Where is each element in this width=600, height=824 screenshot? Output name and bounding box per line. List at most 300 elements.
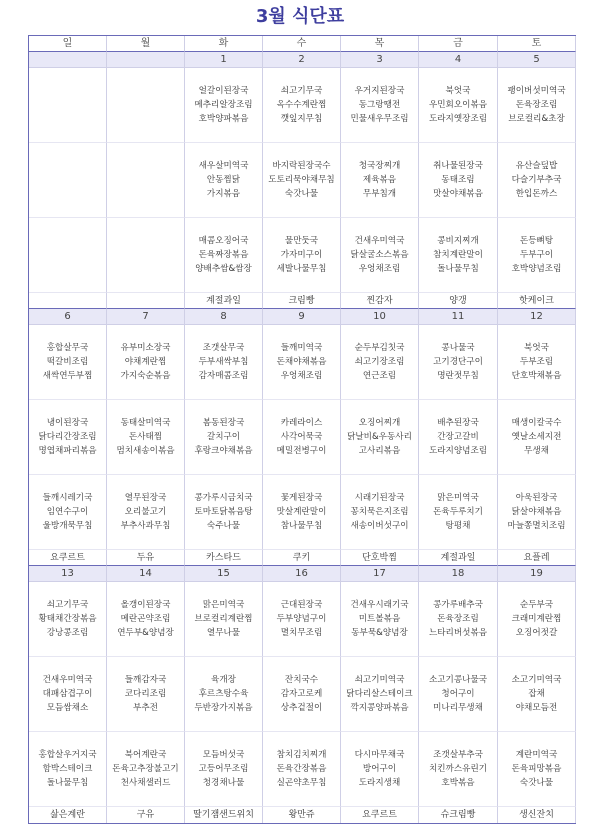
- menu-item: 메밀전병구이: [276, 446, 327, 456]
- dinner-row: [29, 732, 576, 807]
- menu-item: 가지볶음: [206, 189, 241, 199]
- menu-item: 도라지양념조림: [428, 446, 488, 456]
- menu-item: 고사리볶음: [358, 446, 401, 456]
- menu-item: 명란젓무침: [437, 371, 479, 381]
- date-cell: 3: [341, 52, 419, 68]
- lunch-cell: [107, 657, 185, 732]
- date-cell: 11: [419, 309, 498, 325]
- date-cell: 9: [263, 309, 341, 325]
- date-cell: 18: [419, 566, 498, 582]
- menu-item: 맛살계란말이: [276, 507, 327, 517]
- menu-item: 느타리버섯볶음: [428, 628, 488, 638]
- menu-item: 청국장찌개: [358, 161, 401, 171]
- menu-item: 유산슬덮밥: [515, 161, 558, 171]
- breakfast-cell: [185, 582, 263, 657]
- breakfast-cell: [263, 68, 341, 143]
- menu-item: 깍지콩양파볶음: [350, 703, 409, 713]
- menu-item: 돈육장조림: [515, 100, 558, 110]
- lunch-cell: [341, 657, 419, 732]
- menu-item: 돈육장조림: [437, 614, 479, 624]
- menu-item: 미트볼볶음: [358, 614, 401, 624]
- menu-item: 감자고로케: [280, 689, 323, 699]
- menu-item: 두부새싹부침: [198, 357, 249, 367]
- breakfast-cell: [498, 325, 576, 400]
- menu-item: 마늘쫑멸치조림: [507, 521, 566, 531]
- menu-item: 열무나물: [206, 628, 241, 638]
- menu-item: 콩비지찌개: [437, 236, 479, 246]
- dinner-cell: [498, 475, 576, 550]
- dinner-cell: [419, 475, 498, 550]
- date-cell: 16: [263, 566, 341, 582]
- menu-item: 멈치새송이볶음: [116, 446, 175, 456]
- dinner-row: [29, 218, 576, 293]
- menu-item: 홍합살무국: [46, 343, 89, 353]
- menu-item: 새싹연두부찜: [42, 371, 93, 381]
- snack-row: [29, 293, 576, 309]
- menu-item: 잔치국수: [284, 675, 319, 685]
- menu-item: 콩가루배추국: [433, 600, 483, 610]
- menu-item: 다시마무채국: [354, 750, 405, 760]
- menu-item: 물만둣국: [284, 236, 319, 246]
- dinner-cell: [341, 732, 419, 807]
- menu-item: 동태살미역국: [120, 418, 171, 428]
- menu-item: 메란곤약조림: [120, 614, 171, 624]
- snack-cell: 생신잔치: [498, 807, 576, 823]
- menu-item: 얼갈이된장국: [198, 86, 249, 96]
- breakfast-cell: [185, 325, 263, 400]
- snack-cell: 카스타드: [185, 550, 263, 566]
- menu-item: 후랑크야채볶음: [194, 446, 253, 456]
- weekday-header: 토: [498, 36, 576, 52]
- menu-item: 야채계란찜: [124, 357, 167, 367]
- menu-item: 닭살굴소스볶음: [350, 250, 409, 260]
- dinner-cell: [107, 732, 185, 807]
- snack-row: [29, 807, 576, 823]
- menu-item: 크래미계란찜: [511, 614, 562, 624]
- menu-item: 간장고갈비: [437, 432, 479, 442]
- menu-item: 우엉채조림: [358, 264, 401, 274]
- lunch-cell: [263, 400, 341, 475]
- menu-item: 북엇국: [524, 343, 549, 353]
- dinner-cell: [341, 475, 419, 550]
- date-row: [29, 309, 576, 325]
- lunch-cell: [107, 400, 185, 475]
- breakfast-cell: [29, 325, 107, 400]
- dinner-cell: [185, 475, 263, 550]
- menu-item: 한입돈까스: [515, 189, 558, 199]
- menu-item: 무생채: [524, 446, 549, 456]
- menu-item: 참치계란말이: [433, 250, 483, 260]
- snack-cell: 요플레: [498, 550, 576, 566]
- lunch-row: [29, 400, 576, 475]
- menu-item: 토마토닭볶음탕: [194, 507, 253, 517]
- menu-item: 육개장: [211, 675, 236, 685]
- lunch-cell: [341, 143, 419, 218]
- menu-item: 돈등뼈탕: [519, 236, 554, 246]
- dinner-cell: [263, 218, 341, 293]
- breakfast-row: [29, 325, 576, 400]
- menu-item: 세발나물무침: [276, 264, 327, 274]
- menu-item: 오리불고기: [124, 507, 167, 517]
- menu-item: 연두부&양념장: [117, 628, 174, 638]
- menu-item: 새송이버섯구이: [350, 521, 409, 531]
- menu-item: 카레라이스: [280, 418, 323, 428]
- menu-item: 천사채샐러드: [120, 778, 171, 788]
- menu-item: 바지락된장국수: [272, 161, 331, 171]
- menu-item: 임연수구이: [46, 507, 89, 517]
- menu-item: 북엇국: [445, 86, 471, 96]
- date-cell: 8: [185, 309, 263, 325]
- menu-item: 쇠고기미역국: [354, 675, 405, 685]
- menu-item: 닭날비&우동사리: [347, 432, 412, 442]
- menu-item: 호박볶음: [441, 778, 475, 788]
- date-cell: 15: [185, 566, 263, 582]
- breakfast-cell: [185, 68, 263, 143]
- lunch-cell: [498, 143, 576, 218]
- menu-item: 우민회오이볶음: [428, 100, 488, 110]
- lunch-cell: [185, 400, 263, 475]
- weekday-header: 화: [185, 36, 263, 52]
- menu-item: 맛살야채볶음: [433, 189, 483, 199]
- menu-item: 잡채: [528, 689, 545, 699]
- dinner-cell: [263, 475, 341, 550]
- menu-item: 오징어찌개: [358, 418, 401, 428]
- date-cell: 14: [107, 566, 185, 582]
- date-row: [29, 566, 576, 582]
- menu-item: 돈채야채볶음: [276, 357, 327, 367]
- menu-item: 들깨감자국: [124, 675, 167, 685]
- snack-cell: 요쿠르트: [341, 807, 419, 823]
- lunch-row: [29, 143, 576, 218]
- breakfast-cell: [419, 68, 498, 143]
- menu-item: 안동찜닭: [206, 175, 241, 185]
- menu-item: 닭다리간장조림: [38, 432, 97, 442]
- menu-item: 무부침개: [362, 189, 397, 199]
- menu-item: 야채모듬전: [515, 703, 558, 713]
- breakfast-cell: [29, 68, 107, 143]
- lunch-row: [29, 657, 576, 732]
- menu-item: 근대된장국: [280, 600, 323, 610]
- dinner-cell: [263, 732, 341, 807]
- breakfast-cell: [29, 582, 107, 657]
- date-cell: 4: [419, 52, 498, 68]
- dinner-cell: [107, 475, 185, 550]
- menu-item: 함박스테이크: [42, 764, 93, 774]
- snack-cell: 핫케이크: [498, 293, 576, 309]
- breakfast-cell: [419, 582, 498, 657]
- menu-item: 맑은미역국: [202, 600, 245, 610]
- menu-item: 들깨미역국: [280, 343, 323, 353]
- date-cell: 1: [185, 52, 263, 68]
- menu-item: 실곤약초무침: [276, 778, 327, 788]
- menu-item: 건새우미역국: [42, 675, 93, 685]
- menu-item: 콩가루시금치국: [194, 493, 253, 503]
- menu-item: 방어구이: [362, 764, 397, 774]
- menu-item: 돈육고추장불고기: [112, 764, 179, 774]
- menu-item: 후르츠탕수육: [198, 689, 249, 699]
- dinner-cell: [419, 218, 498, 293]
- date-cell: 19: [498, 566, 576, 582]
- lunch-cell: [498, 657, 576, 732]
- menu-item: 취나물된장국: [433, 161, 483, 171]
- menu-item: 떡갈비조림: [46, 357, 89, 367]
- menu-item: 도라지생채: [358, 778, 401, 788]
- date-cell: 5: [498, 52, 576, 68]
- menu-item: 감자매콤조림: [198, 371, 249, 381]
- date-cell: 10: [341, 309, 419, 325]
- menu-item: 고등어무조림: [198, 764, 249, 774]
- date-cell: 6: [29, 309, 107, 325]
- menu-item: 깻잎지무침: [280, 114, 323, 124]
- menu-item: 갈치구이: [206, 432, 241, 442]
- menu-item: 부추사과무침: [120, 521, 171, 531]
- menu-item: 북어계란국: [124, 750, 167, 760]
- snack-cell: 단호박찜: [341, 550, 419, 566]
- menu-item: 꽃게된장국: [280, 493, 323, 503]
- date-cell: [29, 52, 107, 68]
- lunch-cell: [29, 400, 107, 475]
- menu-item: 청어구이: [441, 689, 475, 699]
- breakfast-cell: [498, 582, 576, 657]
- snack-cell: 쿠키: [263, 550, 341, 566]
- menu-item: 대패삼겹구이: [42, 689, 93, 699]
- date-cell: 13: [29, 566, 107, 582]
- lunch-cell: [419, 657, 498, 732]
- menu-item: 호박양파볶음: [198, 114, 249, 124]
- dinner-cell: [341, 218, 419, 293]
- lunch-cell: [263, 143, 341, 218]
- breakfast-row: [29, 582, 576, 657]
- lunch-cell: [107, 143, 185, 218]
- menu-item: 호박양념조림: [511, 264, 562, 274]
- menu-item: 돈육간장볶음: [276, 764, 327, 774]
- breakfast-cell: [498, 68, 576, 143]
- lunch-cell: [29, 657, 107, 732]
- menu-item: 강낭콩조림: [46, 628, 89, 638]
- menu-item: 두부조림: [519, 357, 554, 367]
- menu-item: 옥수수계란찜: [276, 100, 327, 110]
- menu-item: 숙갓나물: [284, 189, 319, 199]
- menu-item: 두부구이: [519, 250, 554, 260]
- lunch-cell: [29, 143, 107, 218]
- menu-item: 돌나물무침: [437, 264, 479, 274]
- menu-item: 올갱이된장국: [120, 600, 171, 610]
- menu-item: 메추리알장조림: [194, 100, 253, 110]
- lunch-cell: [419, 400, 498, 475]
- menu-item: 소고기미역국: [511, 675, 562, 685]
- menu-item: 동그랑땡전: [358, 100, 401, 110]
- menu-item: 유부미소장국: [120, 343, 171, 353]
- menu-item: 울방개묵무침: [42, 521, 93, 531]
- menu-item: 돈육두루치기: [433, 507, 483, 517]
- lunch-cell: [341, 400, 419, 475]
- menu-item: 고기경단구이: [433, 357, 483, 367]
- lunch-cell: [185, 143, 263, 218]
- menu-item: 우거지된장국: [354, 86, 405, 96]
- dinner-cell: [185, 218, 263, 293]
- date-cell: 12: [498, 309, 576, 325]
- snack-cell: 크림빵: [263, 293, 341, 309]
- menu-item: 단호박채볶음: [511, 371, 562, 381]
- breakfast-cell: [341, 325, 419, 400]
- menu-item: 순두부국: [519, 600, 554, 610]
- menu-item: 콩나물국: [441, 343, 475, 353]
- menu-item: 민물새우무조림: [350, 114, 409, 124]
- snack-cell: 슈크림빵: [419, 807, 498, 823]
- dinner-cell: [419, 732, 498, 807]
- date-cell: [107, 52, 185, 68]
- breakfast-cell: [107, 582, 185, 657]
- menu-item: 홍합살우거지국: [38, 750, 97, 760]
- date-cell: 2: [263, 52, 341, 68]
- date-cell: 17: [341, 566, 419, 582]
- menu-item: 참치김치찌개: [276, 750, 327, 760]
- lunch-cell: [263, 657, 341, 732]
- menu-item: 모듬버섯국: [202, 750, 245, 760]
- menu-item: 동부묵&양념장: [351, 628, 408, 638]
- menu-item: 청경채나물: [202, 778, 245, 788]
- weekday-header: 목: [341, 36, 419, 52]
- snack-cell: 구유: [107, 807, 185, 823]
- menu-item: 봄동된장국: [202, 418, 245, 428]
- menu-item: 옛날소세지전: [511, 432, 562, 442]
- breakfast-row: [29, 68, 576, 143]
- menu-item: 숙주나물: [206, 521, 241, 531]
- menu-item: 치킨까스유린기: [428, 764, 488, 774]
- menu-item: 참나물무침: [280, 521, 323, 531]
- menu-item: 돈육짜장볶음: [198, 250, 249, 260]
- menu-item: 들깨시레기국: [42, 493, 93, 503]
- menu-item: 새우살미역국: [198, 161, 249, 171]
- menu-item: 숙갓나물: [519, 778, 554, 788]
- snack-cell: 계절과일: [185, 293, 263, 309]
- dinner-cell: [29, 218, 107, 293]
- menu-item: 명엽채파리볶음: [38, 446, 97, 456]
- menu-item: 두부양념구이: [276, 614, 327, 624]
- menu-item: 꽁치묵은지조림: [350, 507, 409, 517]
- menu-item: 쇠고기장조림: [354, 357, 405, 367]
- dinner-cell: [185, 732, 263, 807]
- snack-row: [29, 550, 576, 566]
- menu-item: 우엉채조림: [280, 371, 323, 381]
- page-title: 3월 식단표: [255, 6, 345, 27]
- menu-item: 돌나물무침: [46, 778, 89, 788]
- dinner-row: [29, 475, 576, 550]
- menu-item: 황태채간장볶음: [38, 614, 97, 624]
- weekday-header: 수: [263, 36, 341, 52]
- menu-item: 팽이버섯미역국: [507, 86, 566, 96]
- lunch-cell: [498, 400, 576, 475]
- lunch-cell: [419, 143, 498, 218]
- menu-item: 동태조림: [441, 175, 475, 185]
- breakfast-cell: [107, 68, 185, 143]
- menu-item: 돈육피망볶음: [511, 764, 562, 774]
- dinner-cell: [498, 218, 576, 293]
- snack-cell: 요쿠르트: [29, 550, 107, 566]
- menu-item: 모듬쌈채소: [46, 703, 89, 713]
- menu-item: 건새우시래기국: [350, 600, 409, 610]
- menu-item: 두반장가지볶음: [194, 703, 253, 713]
- snack-cell: 두유: [107, 550, 185, 566]
- menu-item: 양배추쌈&쌈장: [195, 264, 252, 274]
- menu-item: 사각어묵국: [280, 432, 323, 442]
- menu-item: 소고기콩나물국: [428, 675, 488, 685]
- menu-item: 열무된장국: [124, 493, 167, 503]
- menu-item: 돈사태찜: [128, 432, 163, 442]
- menu-item: 연근조림: [362, 371, 397, 381]
- menu-item: 부추전: [133, 703, 158, 713]
- menu-item: 오징어젓갈: [515, 628, 558, 638]
- weekday-header: 금: [419, 36, 498, 52]
- menu-item: 도라지옛장조림: [428, 114, 488, 124]
- breakfast-cell: [419, 325, 498, 400]
- menu-item: 건새우미역국: [354, 236, 405, 246]
- snack-cell: 삶은계란: [29, 807, 107, 823]
- menu-item: 닭살야채볶음: [511, 507, 562, 517]
- menu-item: 쇠고기무국: [280, 86, 323, 96]
- breakfast-cell: [263, 582, 341, 657]
- weekday-header: 월: [107, 36, 185, 52]
- menu-item: 미나리무생채: [433, 703, 483, 713]
- menu-item: 멸치무조림: [280, 628, 323, 638]
- menu-item: 제육볶음: [362, 175, 397, 185]
- date-row: [29, 52, 576, 68]
- menu-item: 닭다리살스테이크: [346, 689, 413, 699]
- snack-cell: 딸기잼샌드위치: [185, 807, 263, 823]
- breakfast-cell: [263, 325, 341, 400]
- dinner-cell: [107, 218, 185, 293]
- snack-cell: 계절과일: [419, 550, 498, 566]
- menu-item: 순두부김칫국: [354, 343, 405, 353]
- snack-cell: 양갱: [419, 293, 498, 309]
- menu-item: 탕평채: [445, 521, 471, 531]
- menu-item: 도토리묵야채무침: [268, 175, 335, 185]
- dinner-cell: [498, 732, 576, 807]
- snack-cell: [29, 293, 107, 309]
- menu-item: 매생이칼국수: [511, 418, 562, 428]
- dinner-cell: [29, 732, 107, 807]
- breakfast-cell: [341, 68, 419, 143]
- weekday-header: 일: [29, 36, 107, 52]
- menu-item: 브로컬리계란찜: [194, 614, 253, 624]
- menu-item: 맑은미역국: [437, 493, 479, 503]
- breakfast-cell: [341, 582, 419, 657]
- menu-calendar-table: [28, 35, 576, 824]
- menu-item: 조갯살무국: [202, 343, 245, 353]
- menu-item: 배추된장국: [437, 418, 479, 428]
- snack-cell: [107, 293, 185, 309]
- menu-item: 조갯살부추국: [433, 750, 483, 760]
- menu-item: 코다리조림: [124, 689, 167, 699]
- lunch-cell: [185, 657, 263, 732]
- date-cell: 7: [107, 309, 185, 325]
- weekday-header-row: [29, 36, 576, 52]
- menu-item: 상추겉절이: [280, 703, 323, 713]
- menu-item: 계란미역국: [515, 750, 558, 760]
- menu-item: 아욱된장국: [515, 493, 558, 503]
- snack-cell: 왕만쥬: [263, 807, 341, 823]
- snack-cell: 찐감자: [341, 293, 419, 309]
- menu-item: 매콤오징어국: [198, 236, 249, 246]
- dinner-cell: [29, 475, 107, 550]
- menu-item: 가지숙순볶음: [120, 371, 171, 381]
- menu-item: 쇠고기무국: [46, 600, 89, 610]
- menu-item: 시래기된장국: [354, 493, 405, 503]
- menu-item: 다슬기부추국: [511, 175, 562, 185]
- breakfast-cell: [107, 325, 185, 400]
- menu-item: 브로컬리&초장: [508, 114, 565, 124]
- menu-item: 냉이된장국: [46, 418, 89, 428]
